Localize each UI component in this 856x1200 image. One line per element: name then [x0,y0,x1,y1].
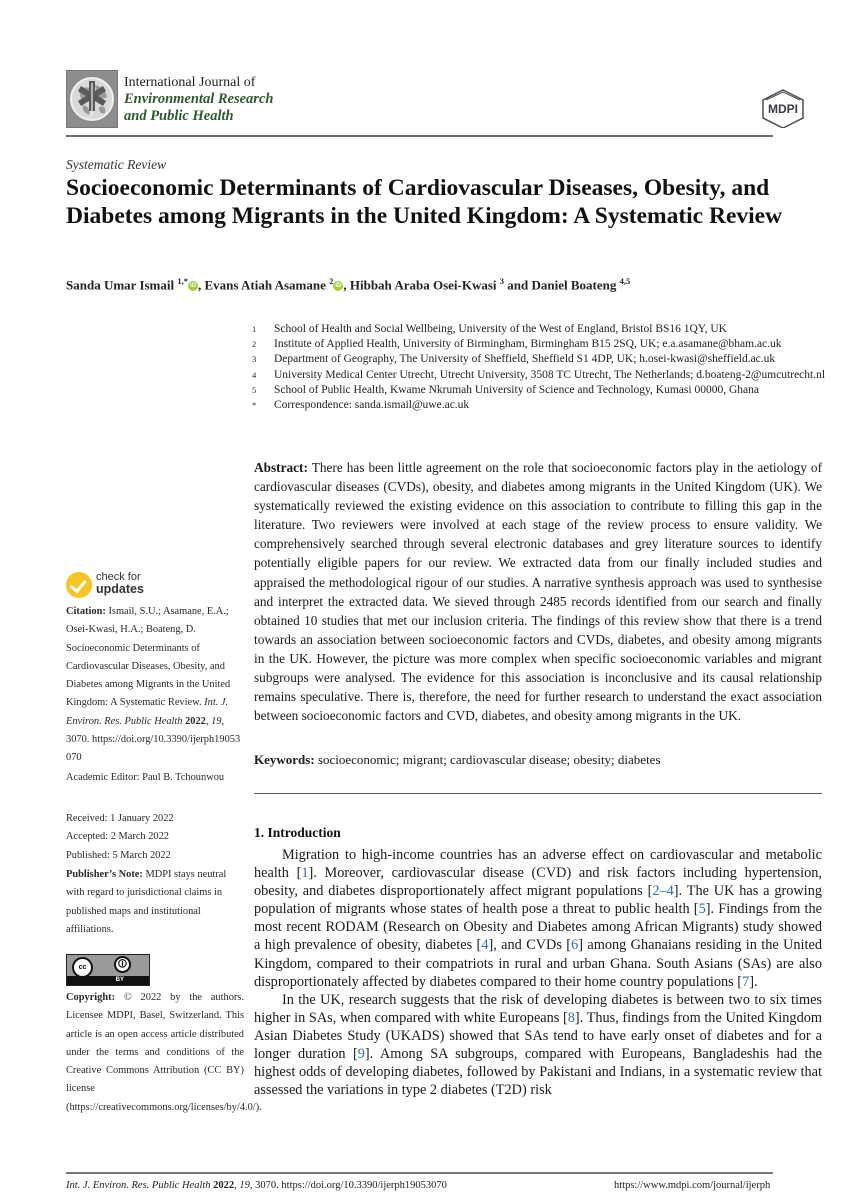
journal-name [124,74,273,125]
reference-link[interactable]: 7 [742,973,750,990]
introduction-body [254,846,822,1099]
citation-doi-link[interactable]: https://doi.org/10.3390/ijerph19053070 [66,734,241,764]
affiliations [252,322,832,413]
check-for-updates-button[interactable]: check for updates [66,570,206,600]
author-affiliation-sup: 3 [499,276,505,286]
affiliation-item: 4 University Medical Center Utrecht, Utrecht University, 3508 TC Utrecht, The Netherlands; d.boateng-2@umcutrecht.nl [252,368,826,381]
article-type: Systematic Review [66,157,167,172]
affiliation-item: 5 School of Public Health, Kwame Nkrumah University of Science and Technology, Kumasi 00000, Ghana [252,383,759,396]
publishers-note-label: Publisher’s Note: [66,869,143,880]
keywords-text: socioeconomic; migrant; cardiovascular disease; obesity; diabetes [317,752,661,767]
reference-link[interactable]: 5 [698,901,706,918]
reference-link[interactable]: 4 [481,937,489,954]
published-date: Published: 5 March 2022 [66,849,171,861]
mdpi-logo-icon [760,88,806,128]
footer-journal-link[interactable]: https://www.mdpi.com/journal/ijerph [614,1180,771,1191]
publishers-note: Publisher’s Note: MDPI stays neutral with regard to jurisdictional claims in published maps and institutional affiliations. [66,869,227,935]
affiliation-item: 3 Department of Geography, The University of Sheffield, Sheffield S1 4DP, UK; h.osei-kwasi@sheffield.ac.uk [252,353,776,366]
section-heading-introduction: 1. Introduction [254,825,341,840]
reference-link[interactable]: 8 [567,1009,575,1026]
affiliation-item: 2 Institute of Applied Health, University of Birmingham, Birmingham B15 2SQ, UK; e.a.asamane@bham.ac.uk [252,338,782,351]
keywords [254,752,822,768]
author-name[interactable]: Daniel Boateng [531,277,617,293]
journal-name-line3: and Public Health [124,108,234,124]
author-list: Sanda Umar Ismail $^{1,*}$iD , Evans Atiah Asamane $^2$iD , Hibbah Araba Osei-Kwasi $^3$ and Daniel Boateng $^{4,5}$ [66,276,631,293]
correspondence: * Correspondence: sanda.ismail@uwe.ac.uk [252,399,470,412]
author-name[interactable]: Sanda Umar Ismail [66,277,175,293]
creative-commons-icon: cc [72,957,93,978]
footer-divider [66,1172,773,1174]
intro-paragraph: Migration to high-income countries has an adverse effect on cardiovascular and metabolic health [1]. Moreover, cardiovascular disease (CVD) and risk factors including hypertension, obesity, and diabetes disproportionately affect migrant populations [2–4]. The UK has a growing population of migrants whose states of health pose a threat to public health [5]. Findings from the most recent RODAM (Research on Obesity and Diabetes among African Migrants) study showed a high prevalence of obesity, diabetes [4], and CVDs [6] among Ghanaians residing in the United Kingdom, compared to their compatriots in rural and urban Ghana. South Asians (SAs) are also disproportionately affected by diabetes compared to their home country populations [7]. [254,847,823,990]
reference-link[interactable]: 6 [571,937,579,954]
author-affiliation-sup: 2 [329,276,334,286]
keywords-label: Keywords: [254,752,315,767]
author-name[interactable]: Evans Atiah Asamane [204,277,326,293]
journal-name-line1: International Journal of [124,75,256,90]
academic-editor: Academic Editor: Paul B. Tchounwou [66,772,225,783]
author-name[interactable]: Hibbah Araba Osei-Kwasi [349,277,497,293]
author-affiliation-sup: 1,* [177,276,188,286]
reference-link[interactable]: 1 [301,865,309,882]
abstract-divider [254,793,822,794]
svg-text:MDPI: MDPI [768,102,798,116]
checkmark-icon [66,572,92,598]
journal-name-line2: Environmental Research [124,91,274,107]
abstract-label: Abstract: [254,460,308,475]
citation-label: Citation: [66,606,106,617]
abstract [254,458,822,725]
orcid-icon[interactable]: iD [335,283,342,290]
author-affiliation-sup: 4,5 [619,276,631,286]
copyright-label: Copyright: [66,992,116,1003]
header-divider [66,135,773,137]
affiliation-item: 1 School of Health and Social Wellbeing, University of the West of England, Bristol BS16 1QY, UK [252,323,727,335]
citation-journal: Int. J. Environ. Res. Public Health [66,697,229,727]
abstract-text: There has been little agreement on the role that socioeconomic factors play in the aetiology of cardiovascular diseases (CVDs), obesity, and diabetes among migrants in the United Kingdom (UK). We systematically reviewed the existing evidence on this association to contribute to filling this gap in the literature. Two reviewers were involved at each stage of the review process to ensure validity. We comprehensively searched through several electronic databases and grey literature sources to identify potentially eligible papers for our review. We extracted data from our finally included studies and appraised the methodological rigour of our studies. A narrative synthesis approach was used to synthesise and interpret the extracted data. We sieved through 2485 records identified from our search and finally obtained 10 studies that met our inclusion criteria. The findings of this review show that there is a trend towards an association between socioeconomic factors and CVDs, diabetes, and obesity among migrants in the UK. However, the picture was more complex when specific socioeconomic variables and migrant subgroups were analysed. The evidence for this association is inconclusive and its causal relationship remains speculative. There is, therefore, the need for further research to understand the exact association between socioeconomic factors and CVD, diabetes, and obesity among migrants in the UK. [254,460,822,724]
reference-link[interactable]: 9 [357,1046,365,1063]
article-dates [66,810,244,865]
footer-doi-link[interactable]: https://doi.org/10.3390/ijerph19053070 [281,1180,447,1191]
journal-logo-icon [66,70,118,128]
attribution-person-icon: 🛈 [114,956,131,973]
received-date: Received: 1 January 2022 [66,813,174,824]
article-title: Socioeconomic Determinants of Cardiovascular Diseases, Obesity, and Diabetes among Migrants in the United Kingdom: A Systematic Review [66,175,783,229]
copyright: Copyright: © 2022 by the authors. Licensee MDPI, Basel, Switzerland. This article is an open access article distributed under the terms and conditions of the Creative Commons Attribution (CC BY) license (https://creativecommons.org/licenses/by/4.0/). [66,992,262,1113]
reference-link[interactable]: 2–4 [652,883,674,900]
cc-by-license-badge[interactable]: cc 🛈 BY [66,954,150,986]
orcid-icon[interactable]: iD [190,283,196,290]
accepted-date: Accepted: 2 March 2022 [66,831,170,843]
citation: Citation: Ismail, S.U.; Asamane, E.A.; Osei-Kwasi, H.A.; Boateng, D. Socioeconomic Determinants of Cardiovascular Diseases, Obesity, and Diabetes among Migrants in the United Kingdom: A Systematic Review. Int. J. Environ. Res. Public Health 2022, 19, 3070. https://doi.org/10.3390/ijerph19053070 [66,606,241,764]
intro-paragraph: In the UK, research suggests that the risk of developing diabetes is between two to six times higher in SAs, when compared with white Europeans [8]. Thus, findings from the United Kingdom Asian Diabetes Study (UKADS) showed that SAs tend to have early onset of diabetes and for a longer duration [9]. Among SA subgroups, compared with Europeans, Bangladeshis had the highest odds of developing diabetes, followed by Pakistani and Indians, in a systematic review that assessed the variations in type 2 diabetes (T2D) risk [254,991,822,1099]
footer-citation: Int. J. Environ. Res. Public Health 2022, 19, 3070. https://doi.org/10.3390/ijerph19053070 [66,1180,447,1191]
